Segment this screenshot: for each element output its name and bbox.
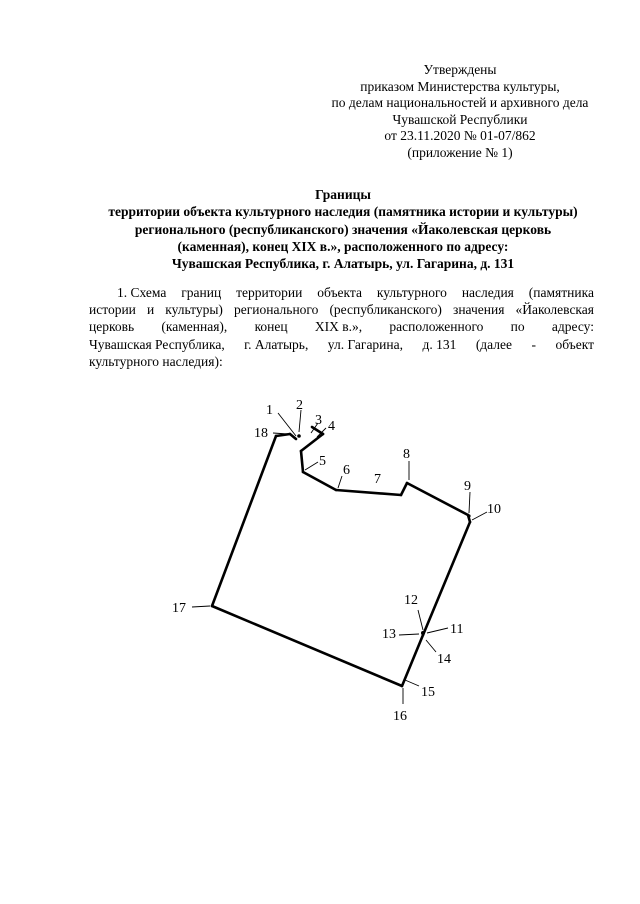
point-label-2: 2 xyxy=(296,398,303,413)
paragraph-word: объекта xyxy=(317,285,362,300)
paragraph-word: (памятника xyxy=(528,285,594,300)
approval-line: Утверждены xyxy=(423,62,497,77)
leader-10 xyxy=(472,512,487,520)
paragraph-word: (каменная), xyxy=(161,319,228,335)
approval-line: от 23.11.2020 № 01-07/862 xyxy=(384,128,536,144)
paragraph-word: адресу: xyxy=(551,319,594,335)
point-marker-11 xyxy=(421,631,425,635)
leader-5 xyxy=(305,462,318,470)
point-label-10: 10 xyxy=(487,502,501,517)
title-line: Чувашская Республика, г. Алатырь, ул. Гагарина, д. 131 xyxy=(171,256,515,272)
paragraph-word: культурного xyxy=(376,285,447,300)
approval-line: (приложение № 1) xyxy=(407,144,513,160)
point-label-11: 11 xyxy=(450,622,464,637)
point-marker-9 xyxy=(467,514,470,517)
title-line: регионального (республиканского) значения «Йаколевская церковь xyxy=(134,221,552,237)
paragraph-word: территории xyxy=(236,285,303,300)
paragraph-word: истории xyxy=(89,302,136,318)
leader-11 xyxy=(427,628,448,633)
paragraph-word: «Йаколевская xyxy=(515,302,594,318)
point-label-4: 4 xyxy=(328,419,335,434)
leader-9 xyxy=(469,492,470,513)
paragraph-word: культуры) xyxy=(165,302,223,318)
point-label-12: 12 xyxy=(404,593,418,608)
leader-13 xyxy=(399,634,419,635)
boundary-segment-9-8 xyxy=(407,483,468,515)
point-label-1: 1 xyxy=(266,403,273,418)
boundary-segment-18-17 xyxy=(212,436,276,606)
paragraph-word: церковь xyxy=(89,319,135,335)
point-marker-2 xyxy=(297,434,301,438)
boundary-segment-16-11 xyxy=(402,635,423,686)
point-label-18: 18 xyxy=(254,426,268,441)
leader-2 xyxy=(299,410,301,432)
paragraph-word: д. 131 xyxy=(422,336,457,352)
point-label-9: 9 xyxy=(464,479,471,494)
paragraph-word: (республиканского) xyxy=(329,302,442,318)
boundary-segment-8-7 xyxy=(401,483,407,495)
boundary-segment-17-16 xyxy=(212,606,402,686)
point-label-7: 7 xyxy=(374,472,381,487)
paragraph-word: Чувашская Республика, xyxy=(89,336,225,352)
boundary-segment-11-10 xyxy=(423,522,470,635)
point-label-16: 16 xyxy=(393,709,407,724)
paragraph-word: культурного наследия): xyxy=(89,353,223,369)
boundary-outline xyxy=(212,427,470,686)
paragraph-word: г. Алатырь, xyxy=(244,336,309,352)
leader-12 xyxy=(418,610,423,630)
point-label-5: 5 xyxy=(319,454,326,469)
paragraph-word: регионального xyxy=(233,302,319,318)
leader-1 xyxy=(278,413,296,436)
point-label-8: 8 xyxy=(403,447,410,462)
paragraph-word: по xyxy=(510,319,525,335)
title-line: (каменная), конец XIX в.», расположенного по адресу: xyxy=(177,238,509,254)
point-label-14: 14 xyxy=(437,652,451,667)
point-label-15: 15 xyxy=(421,685,435,700)
paragraph-word: границ xyxy=(181,285,222,300)
paragraph-word: и xyxy=(146,302,155,318)
paragraph-word: XIX в.», xyxy=(314,319,363,335)
paragraph-word: конец xyxy=(254,319,288,335)
approval-line: Чувашской Республики xyxy=(392,111,528,127)
paragraph-word: (далее xyxy=(475,336,513,352)
point-labels xyxy=(172,398,501,724)
paragraph-word: 1. Схема xyxy=(117,285,167,300)
paragraph-word: наследия xyxy=(461,285,514,300)
approval-line: приказом Министерства культуры, xyxy=(360,78,560,94)
point-label-13: 13 xyxy=(382,627,396,642)
paragraph-word: значения xyxy=(452,302,505,318)
leader-17 xyxy=(192,606,210,607)
approval-line: по делам национальностей и архивного дела xyxy=(331,95,589,111)
boundary-segment-6-5 xyxy=(303,472,336,490)
leader-15 xyxy=(405,680,419,686)
boundary-segment-7-6 xyxy=(336,490,401,495)
point-label-6: 6 xyxy=(343,463,350,478)
paragraph-word: объект xyxy=(555,336,594,352)
leader-6 xyxy=(338,476,342,488)
paragraph-word: ул. Гагарина, xyxy=(327,336,403,352)
title-line: Границы xyxy=(315,187,371,202)
boundary-segment-5-4a xyxy=(301,451,303,472)
leader-18 xyxy=(273,433,288,434)
paragraph-word: - xyxy=(531,336,536,352)
boundary-segment-5-4b xyxy=(301,434,323,451)
point-label-3: 3 xyxy=(315,413,322,428)
paragraph-word: расположенного xyxy=(389,319,484,335)
point-label-17: 17 xyxy=(172,601,186,616)
leader-14 xyxy=(426,640,436,652)
title-line: территории объекта культурного наследия (памятника истории и культуры) xyxy=(108,204,578,220)
